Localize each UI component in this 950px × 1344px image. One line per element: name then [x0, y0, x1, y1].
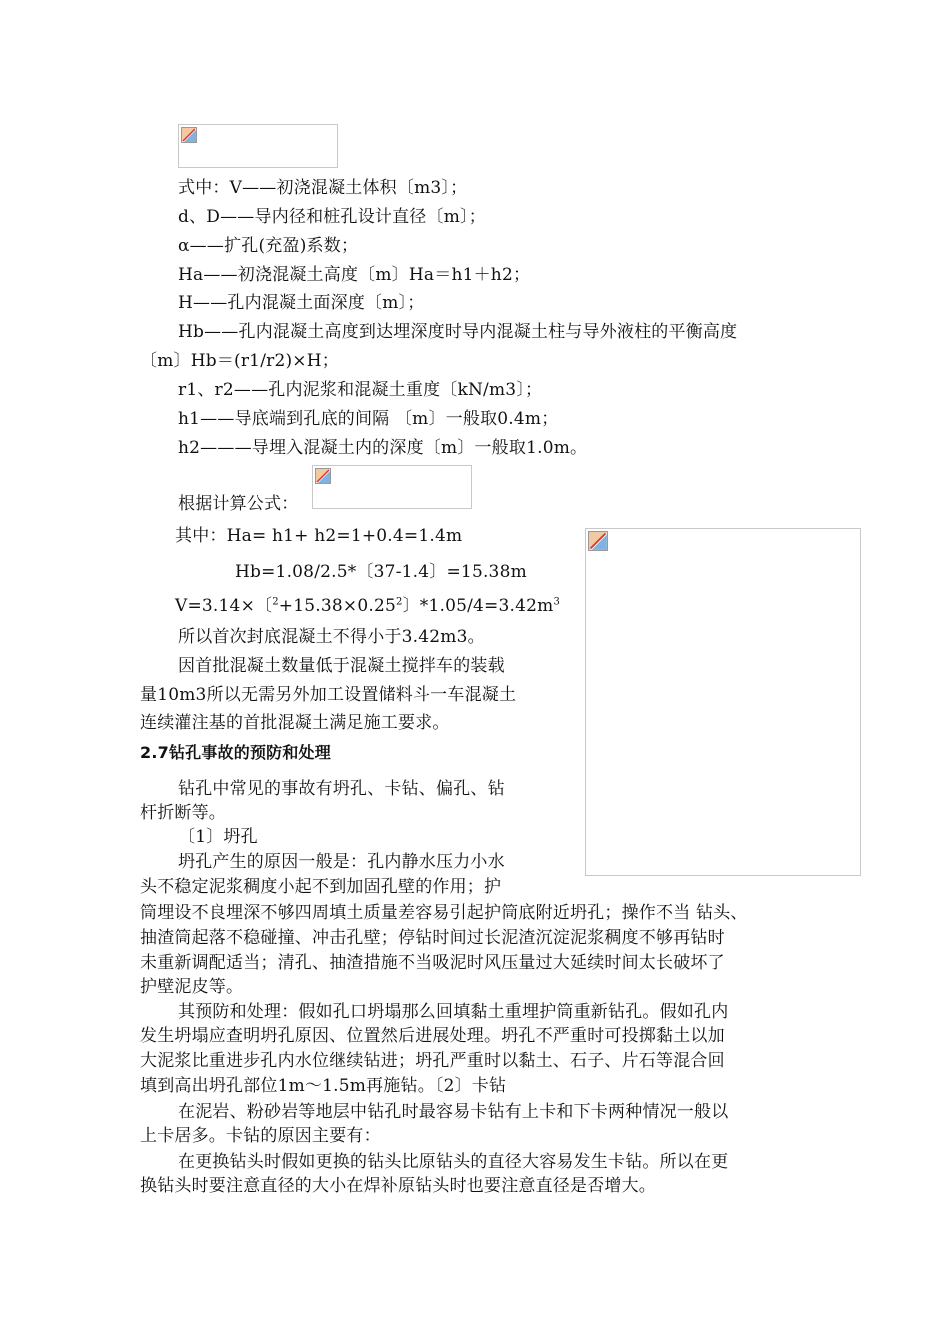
superscript: 2 [396, 596, 403, 608]
section-heading: 2.7钻孔事故的预防和处理 [140, 743, 331, 762]
text-line: Ha——初浇混凝土高度〔m〕Ha＝h1＋h2； [178, 265, 531, 285]
text-line: 在泥岩、粉砂岩等地层中钻孔时最容易卡钻有上卡和下卡两种情况一般以 [178, 1102, 729, 1122]
formula-part: 〕*1.05/4=3.42m [402, 596, 554, 616]
text-line: 其预防和处理：假如孔口坍塌那么回填黏土重埋护筒重新钻孔。假如孔内 [178, 1002, 729, 1022]
text-line: 连续灌注基的首批混凝土满足施工要求。 [140, 713, 450, 733]
formula-image-placeholder [178, 124, 338, 168]
text-line: 所以首次封底混凝土不得小于3.42m3。 [178, 627, 485, 647]
formula-part: +15.38×0.25 [278, 596, 396, 616]
text-line: 抽渣筒起落不稳碰撞、冲击孔壁；停钻时间过长泥渣沉淀泥浆稠度不够再钻时 [140, 928, 725, 948]
text-line: Hb=1.08/2.5*〔37-1.4〕=15.38m [235, 562, 527, 582]
text-line: 换钻头时要注意直径的大小在焊补原钻头时也要注意直径是否增大。 [140, 1176, 656, 1196]
text-line: 根据计算公式： [178, 494, 299, 514]
formula-part: V=3.14×〔 [175, 596, 273, 616]
text-line: α——扩孔(充盈)系数； [178, 236, 359, 256]
text-line: 量10m3所以无需另外加工设置储料斗一车混凝土 [140, 685, 517, 705]
text-line: h2———导埋入混凝土内的深度〔m〕一般取1.0m。 [178, 438, 588, 458]
text-line: 在更换钻头时假如更换的钻头比原钻头的直径大容易发生卡钻。所以在更 [178, 1152, 729, 1172]
text-line: 发生坍塌应查明坍孔原因、位置然后进展处理。坍孔不严重时可投掷黏土以加 [140, 1026, 725, 1046]
text-line: 坍孔产生的原因一般是：孔内静水压力小水 [178, 852, 505, 872]
volume-formula-line [175, 594, 560, 618]
text-line: 因首批混凝土数量低于混凝土搅拌车的装载 [178, 656, 505, 676]
text-line: 杆折断等。 [140, 803, 226, 823]
text-line: h1——导底端到孔底的间隔 〔m〕一般取0.4m； [178, 409, 559, 429]
text-line: 头不稳定泥浆稠度小起不到加固孔壁的作用；护 [140, 877, 502, 897]
text-line: 未重新调配适当；清孔、抽渣措施不当吸泥时风压量过大延续时间太长破坏了 [140, 953, 725, 973]
figure-image-placeholder [585, 528, 861, 876]
superscript: 3 [553, 596, 561, 608]
text-line: r1、r2——孔内泥浆和混凝土重度〔kN/m3〕； [178, 380, 543, 400]
text-line: 式中：V——初浇混凝土体积〔m3〕； [178, 178, 468, 198]
text-line: 护壁泥皮等。 [140, 977, 244, 997]
text-line: H——孔内混凝土面深度〔m〕； [178, 293, 425, 313]
superscript: 2 [272, 596, 279, 608]
text-line: Hb——孔内混凝土高度到达埋深度时导内混凝土柱与导外液柱的平衡高度 [178, 322, 738, 342]
text-line: 大泥浆比重进步孔内水位继续钻进；坍孔严重时以黏土、石子、片石等混合回 [140, 1051, 725, 1071]
text-line: 其中：Ha= h1+ h2=1+0.4=1.4m [175, 526, 463, 546]
calc-formula-image-placeholder [312, 465, 472, 509]
text-line: 填到高出坍孔部位1m～1.5m再施钻。〔2〕卡钻 [140, 1076, 507, 1096]
text-line: 钻孔中常见的事故有坍孔、卡钻、偏孔、钻 [178, 779, 505, 799]
broken-image-icon [315, 468, 331, 484]
broken-image-icon [588, 531, 608, 551]
broken-image-icon [181, 127, 197, 143]
text-line: 上卡居多。卡钻的原因主要有： [140, 1126, 381, 1146]
text-line: d、D——导内径和桩孔设计直径〔m〕； [178, 207, 486, 227]
text-line: 〔m〕Hb＝(r1/r2)×H； [140, 351, 339, 371]
text-line: 〔1〕坍孔 [178, 827, 258, 847]
text-line: 筒埋设不良埋深不够四周填土质量差容易引起护筒底附近坍孔；操作不当 钻头、 [140, 903, 748, 923]
